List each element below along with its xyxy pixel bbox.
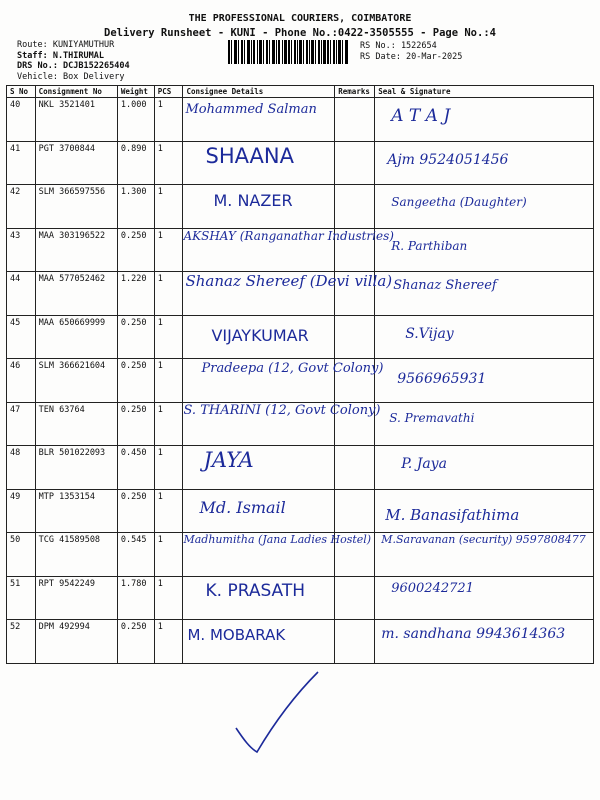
staff-text: Staff: N.THIRUMAL [17, 50, 104, 61]
consignee-details-cell [183, 98, 335, 142]
remarks-cell [335, 576, 375, 620]
consignment-number-cell: MAA 303196522 [35, 228, 117, 272]
weight-cell: 0.250 [117, 402, 154, 446]
handwritten-signature: M.Saravanan (security) 9597808477 [381, 533, 586, 546]
handwritten-signature: S. Premavathi [389, 410, 475, 425]
handwritten-signature: S.Vijay [405, 325, 454, 342]
remarks-cell [335, 185, 375, 229]
serial-number-cell: 43 [7, 228, 36, 272]
consignee-details-cell [183, 620, 335, 664]
seal-signature-cell [375, 141, 594, 185]
table-row [7, 315, 594, 359]
seal-signature-cell [375, 185, 594, 229]
weight-cell: 1.220 [117, 272, 154, 316]
rs-date-text: RS Date: 20-Mar-2025 [360, 51, 463, 62]
consignment-number-cell: SLM 366621604 [35, 359, 117, 403]
handwritten-signature: 9600242721 [391, 580, 474, 596]
weight-cell: 1.000 [117, 98, 154, 142]
meta-right [360, 41, 462, 62]
consignment-number-cell: BLR 501022093 [35, 446, 117, 490]
serial-number-cell: 48 [7, 446, 36, 490]
company-title: THE PROFESSIONAL COURIERS, COIMBATORE [188, 13, 412, 24]
consignment-number-cell: TEN 63764 [35, 402, 117, 446]
weight-cell: 0.250 [117, 315, 154, 359]
pieces-cell: 1 [154, 620, 183, 664]
serial-number-cell: 51 [7, 576, 36, 620]
table-row [7, 489, 594, 533]
handwritten-consignee-name: Pradeepa (12, Govt Colony) [201, 361, 384, 376]
consignee-details-cell [183, 489, 335, 533]
seal-signature-cell [375, 272, 594, 316]
header-sno: S No [7, 86, 36, 98]
weight-cell: 0.250 [117, 620, 154, 664]
header-weight: Weight [117, 86, 154, 98]
handwritten-consignee-name: K. PRASATH [205, 580, 306, 601]
serial-number-cell: 40 [7, 98, 36, 142]
serial-number-cell: 47 [7, 402, 36, 446]
meta-left [17, 40, 130, 82]
pieces-cell: 1 [154, 446, 183, 490]
consignee-details-cell [183, 315, 335, 359]
consignment-number-cell: MAA 577052462 [35, 272, 117, 316]
handwritten-consignee-name: AKSHAY (Ranganathar Industries) [183, 228, 394, 243]
pieces-cell: 1 [154, 402, 183, 446]
weight-cell: 0.890 [117, 141, 154, 185]
serial-number-cell: 49 [7, 489, 36, 533]
seal-signature-cell [375, 228, 594, 272]
consignee-details-cell [183, 272, 393, 316]
pieces-cell: 1 [154, 315, 183, 359]
runsheet-table [6, 85, 594, 664]
pieces-cell: 1 [154, 141, 183, 185]
weight-cell: 0.450 [117, 446, 154, 490]
header-consignee: Consignee Details [183, 86, 335, 98]
seal-signature-cell [375, 98, 594, 142]
route-text: Route: KUNIYAMUTHUR [17, 40, 115, 50]
pieces-cell: 1 [154, 359, 183, 403]
seal-signature-cell [375, 402, 594, 446]
table-header-row [7, 86, 594, 98]
consignment-number-cell: SLM 366597556 [35, 185, 117, 229]
drs-text: DRS No.: DCJB152265404 [17, 61, 130, 71]
consignee-details-cell [183, 359, 384, 403]
handwritten-signature: R. Parthiban [391, 238, 468, 253]
table-row [7, 272, 594, 316]
pieces-cell: 1 [154, 98, 183, 142]
consignee-details-cell [183, 402, 381, 446]
table-row [7, 576, 594, 620]
seal-signature-cell [375, 359, 594, 403]
remarks-cell [335, 489, 375, 533]
consignee-details-cell [183, 141, 335, 185]
rs-number-text: RS No.: 1522654 [360, 41, 437, 51]
weight-cell: 1.300 [117, 185, 154, 229]
handwritten-signature: Shanaz Shereef [393, 278, 497, 293]
seal-signature-cell [375, 315, 594, 359]
pieces-cell: 1 [154, 533, 183, 577]
header-pcs: PCS [154, 86, 183, 98]
remarks-cell [335, 141, 375, 185]
consignee-details-cell [183, 446, 335, 490]
handwritten-signature: A T A J [391, 106, 451, 126]
handwritten-consignee-name: M. NAZER [213, 191, 293, 210]
handwritten-signature: 9566965931 [397, 371, 487, 387]
weight-cell: 0.250 [117, 359, 154, 403]
weight-cell: 0.250 [117, 489, 154, 533]
remarks-cell [335, 98, 375, 142]
seal-signature-cell [375, 533, 594, 577]
table-row [7, 446, 594, 490]
handwritten-consignee-name: Shanaz Shereef (Devi villa) [185, 272, 393, 290]
consignee-details-cell [183, 533, 372, 577]
handwritten-signature: m. sandhana 9943614363 [381, 626, 566, 642]
handwritten-consignee-name: JAYA [203, 448, 254, 472]
seal-signature-cell [375, 489, 594, 533]
weight-cell: 0.250 [117, 228, 154, 272]
handwritten-signature: Ajm 9524051456 [387, 151, 509, 168]
serial-number-cell: 50 [7, 533, 36, 577]
handwritten-consignee-name: VIJAYKUMAR [211, 325, 309, 345]
table-row [7, 98, 594, 142]
handwritten-signature: M. Banasifathima [385, 505, 520, 524]
handwritten-consignee-name: SHAANA [205, 143, 294, 168]
consignment-number-cell: MTP 1353154 [35, 489, 117, 533]
table-row [7, 185, 594, 229]
handwritten-consignee-name: Mohammed Salman [185, 102, 317, 117]
handwritten-consignee-name: S. THARINI (12, Govt Colony) [183, 402, 381, 418]
pieces-cell: 1 [154, 576, 183, 620]
seal-signature-cell [375, 620, 594, 664]
handwritten-signature: P. Jaya [401, 456, 447, 472]
handwritten-consignee-name: M. MOBARAK [187, 626, 286, 644]
remarks-cell [335, 315, 375, 359]
serial-number-cell: 46 [7, 359, 36, 403]
vehicle-text: Vehicle: Box Delivery [17, 71, 125, 82]
handwritten-signature: Sangeetha (Daughter) [391, 195, 527, 209]
consignee-details-cell [183, 228, 394, 272]
table-row [7, 533, 594, 577]
table-row [7, 359, 594, 403]
pieces-cell: 1 [154, 185, 183, 229]
handwritten-consignee-name: Md. Ismail [199, 497, 286, 517]
handwritten-consignee-name: Madhumitha (Jana Ladies Hostel) [183, 533, 372, 546]
serial-number-cell: 42 [7, 185, 36, 229]
runsheet-subtitle: Delivery Runsheet - KUNI - Phone No.:0422-3505555 - Page No.:4 [104, 27, 496, 39]
consignment-number-cell: DPM 492994 [35, 620, 117, 664]
serial-number-cell: 45 [7, 315, 36, 359]
seal-signature-cell [375, 446, 594, 490]
header-seal: Seal & Signature [375, 86, 594, 98]
consignment-number-cell: MAA 650669999 [35, 315, 117, 359]
remarks-cell [335, 620, 375, 664]
weight-cell: 0.545 [117, 533, 154, 577]
serial-number-cell: 44 [7, 272, 36, 316]
table-row [7, 620, 594, 664]
serial-number-cell: 41 [7, 141, 36, 185]
barcode [228, 40, 348, 64]
table-row [7, 228, 594, 272]
header-consignment: Consignment No [35, 86, 117, 98]
header-remarks: Remarks [335, 86, 375, 98]
weight-cell: 1.780 [117, 576, 154, 620]
consignee-details-cell [183, 185, 335, 229]
pieces-cell: 1 [154, 228, 183, 272]
consignment-number-cell: NKL 3521401 [35, 98, 117, 142]
consignment-number-cell: PGT 3700844 [35, 141, 117, 185]
pieces-cell: 1 [154, 272, 183, 316]
consignment-number-cell: TCG 41589508 [35, 533, 117, 577]
remarks-cell [335, 446, 375, 490]
table-row [7, 402, 594, 446]
pieces-cell: 1 [154, 489, 183, 533]
table-row [7, 141, 594, 185]
consignee-details-cell [183, 576, 335, 620]
seal-signature-cell [375, 576, 594, 620]
consignment-number-cell: RPT 9542249 [35, 576, 117, 620]
serial-number-cell: 52 [7, 620, 36, 664]
